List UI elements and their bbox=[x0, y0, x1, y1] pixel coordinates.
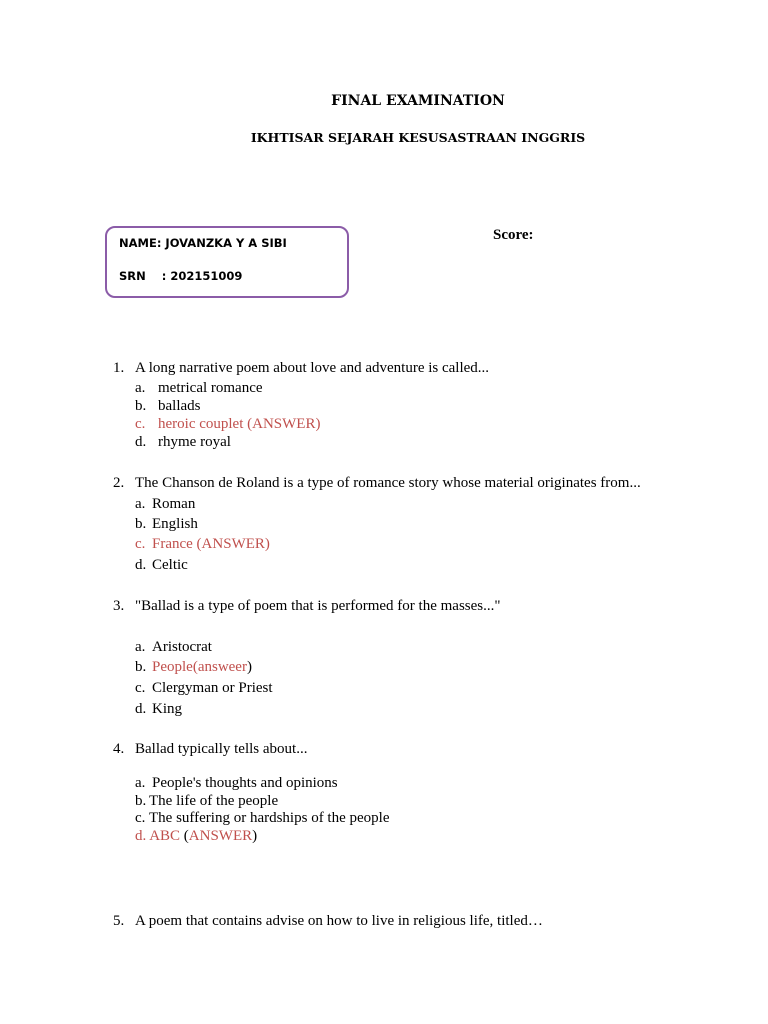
option-text: metrical romance bbox=[158, 380, 263, 396]
option-text: ABC bbox=[149, 828, 181, 844]
option-letter: a. bbox=[135, 380, 146, 396]
option-letter: c. bbox=[135, 810, 146, 826]
option-text: Celtic bbox=[152, 557, 188, 573]
student-info-box bbox=[105, 226, 349, 298]
option-letter: d. bbox=[135, 701, 147, 717]
question-text: "Ballad is a type of poem that is performed for the masses..." bbox=[135, 598, 501, 614]
option-text: English bbox=[152, 516, 198, 532]
course-title: IKHTISAR SEJARAH KESUSASTRAAN INGGRIS bbox=[250, 130, 586, 145]
option-text: ballads bbox=[158, 398, 201, 414]
option-letter: c. bbox=[135, 536, 146, 552]
option-letter: a. bbox=[135, 639, 146, 655]
option-text: heroic couplet (ANSWER) bbox=[158, 416, 321, 432]
option-letter: c. bbox=[135, 416, 146, 432]
exam-title: FINAL EXAMINATION bbox=[331, 93, 505, 109]
question-number: 4. bbox=[113, 741, 125, 757]
option-text: rhyme royal bbox=[158, 434, 231, 450]
option-close-paren: ) bbox=[252, 828, 258, 844]
question-text: A poem that contains advise on how to live in religious life, titled… bbox=[135, 913, 543, 929]
question-text: A long narrative poem about love and adventure is called... bbox=[135, 360, 490, 376]
option-text: The suffering or hardships of the people bbox=[149, 810, 390, 826]
question-number: 5. bbox=[113, 913, 125, 929]
student-srn: SRN : 202151009 bbox=[119, 269, 243, 283]
option-letter: b. bbox=[135, 398, 147, 414]
option-text: The life of the people bbox=[149, 793, 279, 809]
option-suffix: ) bbox=[246, 659, 252, 675]
option-text: Roman bbox=[152, 496, 196, 512]
option-text: People(answeer bbox=[152, 659, 247, 675]
option-text: France (ANSWER) bbox=[152, 536, 270, 552]
option-letter: a. bbox=[135, 496, 146, 512]
question-text: The Chanson de Roland is a type of romance story whose material originates from... bbox=[135, 475, 641, 491]
score-label: Score: bbox=[493, 227, 534, 243]
option-letter: b. bbox=[135, 516, 147, 532]
option-letter: d. bbox=[135, 434, 147, 450]
question-text: Ballad typically tells about... bbox=[135, 741, 308, 757]
question-number: 1. bbox=[113, 360, 125, 376]
option-letter: d. bbox=[135, 828, 147, 844]
option-text: Clergyman or Priest bbox=[152, 680, 273, 696]
student-name: NAME: JOVANZKA Y A SIBI bbox=[119, 236, 287, 250]
q4-option-d-answer bbox=[135, 828, 257, 845]
option-letter: b. bbox=[135, 793, 147, 809]
question-number: 2. bbox=[113, 475, 125, 491]
question-number: 3. bbox=[113, 598, 125, 614]
option-answer-mark: ANSWER bbox=[188, 828, 253, 844]
option-letter: a. bbox=[135, 775, 146, 791]
option-letter: c. bbox=[135, 680, 146, 696]
option-letter: b. bbox=[135, 659, 147, 675]
option-text: Aristocrat bbox=[152, 639, 212, 655]
option-open-paren: ( bbox=[183, 828, 189, 844]
option-text: King bbox=[152, 701, 182, 717]
option-text: People's thoughts and opinions bbox=[152, 775, 338, 791]
option-letter: d. bbox=[135, 557, 147, 573]
